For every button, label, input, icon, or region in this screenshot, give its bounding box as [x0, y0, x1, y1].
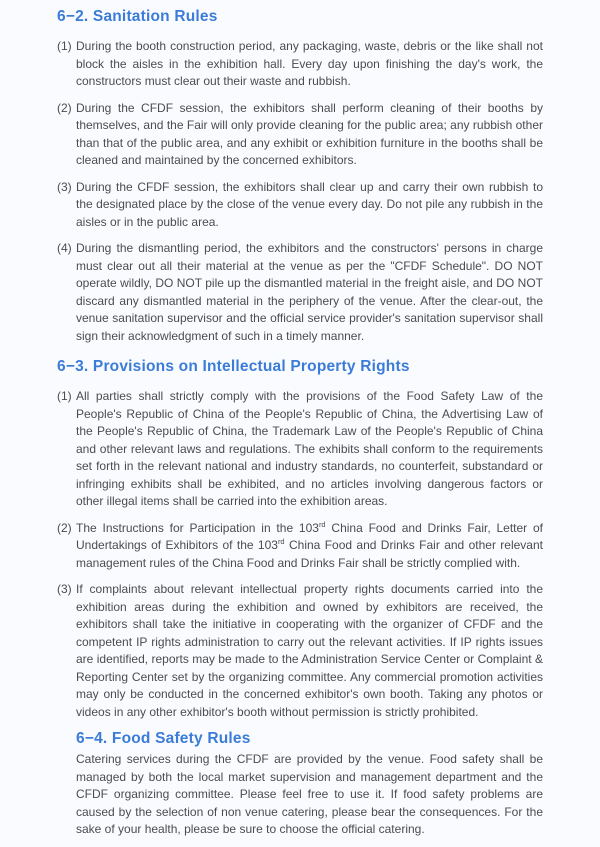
section-sanitation-rules [57, 8, 543, 345]
list-item [57, 240, 543, 345]
list-item [57, 388, 543, 511]
section-heading: 6−2. Sanitation Rules [57, 8, 218, 25]
list-item-number: (3) [57, 582, 72, 596]
list-item-number: (2) [57, 100, 72, 115]
list-item [57, 100, 543, 170]
list-item [57, 38, 543, 91]
list-item-number: (2) [57, 520, 72, 535]
section-heading: 6−4. Food Safety Rules [76, 730, 251, 747]
list-item-number: (1) [57, 39, 72, 53]
list-item-text: During the dismantling period, the exhibitors and the constructors' persons in charge must clear out all their material at the venue as per the "CFDF Schedule". DO NOT operate wildly, DO NOT pile up the dismantled material in the freight aisle, and DO NOT discard any dismantled material in the periphery of the venue. After the clear-out, the venue sanitation supervisor and the official service provider's sanitation supervisor shall sign their acknowledgment of such in a timely manner. [76, 241, 543, 343]
list-item-text: During the booth construction period, any packaging, waste, debris or the like shall not block the aisles in the exhibition hall. Every day upon finishing the day's work, the constructors must clear out their waste and rubbish. [76, 39, 543, 88]
list-item-number: (1) [57, 389, 72, 403]
list-item-text: The Instructions for Participation in the 103rd China Food and Drinks Fair, Letter of Undertakings of Exhibitors of the 103rd China Food and Drinks Fair and other relevant management rules of the China Food and Drinks Fair shall be strictly complied with. [76, 519, 543, 570]
section-intellectual-property-rights [57, 358, 543, 721]
list-item [57, 179, 543, 232]
list-item-text: All parties shall strictly comply with the provisions of the Food Safety Law of the People's Republic of China of the People's Republic of China, the Advertising Law of the People's Republic of China, the Trademark Law of the People's Republic of China and other relevant laws and regulations. The exhibits shall conform to the requirements set forth in the relevant national and industry standards, no counterfeit, substandard or infringing exhibits shall be exhibited, and no articles involving dangerous factors or other illegal items shall be carried into the exhibition areas. [76, 389, 543, 508]
list-item [57, 581, 543, 721]
section-paragraph: Catering services during the CFDF are provided by the venue. Food safety shall be managed by both the local market supervision and management department and the CFDF organizing committee. Please feel free to use it. If food safety problems are caused by the selection of non venue catering, please bear the consequences. For the sake of your health, please be sure to choose the official catering. [76, 752, 543, 836]
list-item [57, 520, 543, 573]
section-food-safety-rules [57, 730, 543, 839]
list-item-text: If complaints about relevant intellectual property rights documents carried into the exhibition areas during the exhibition and owned by exhibitors are received, the exhibitors shall take the initiative in cooperating with the organizer of CFDF and the competent IP rights administration to carry out the relevant activities. If IP rights issues are identified, reports may be made to the Administration Service Center or Complaint & Reporting Center set by the organizing committee. Any commercial promotion activities may only be conducted in the concerned exhibitor's own booth. Taking any photos or videos in any other exhibitor's booth without permission is strictly prohibited. [76, 582, 543, 719]
section-heading: 6−3. Provisions on Intellectual Property Rights [57, 358, 410, 375]
list-item-text: During the CFDF session, the exhibitors shall clear up and carry their own rubbish to the designated place by the close of the venue every day. Do not pile any rubbish in the aisles or in the public area. [76, 179, 543, 229]
list-item-text: During the CFDF session, the exhibitors shall perform cleaning of their booths by themselves, and the Fair will only provide cleaning for the public area; any rubbish other than that of the public area, and any exhibit or exhibition furniture in the booths shall be cleaned and maintained by the concerned exhibitors. [76, 100, 543, 167]
list-item-number: (4) [57, 241, 72, 255]
list-item-number: (3) [57, 179, 72, 194]
